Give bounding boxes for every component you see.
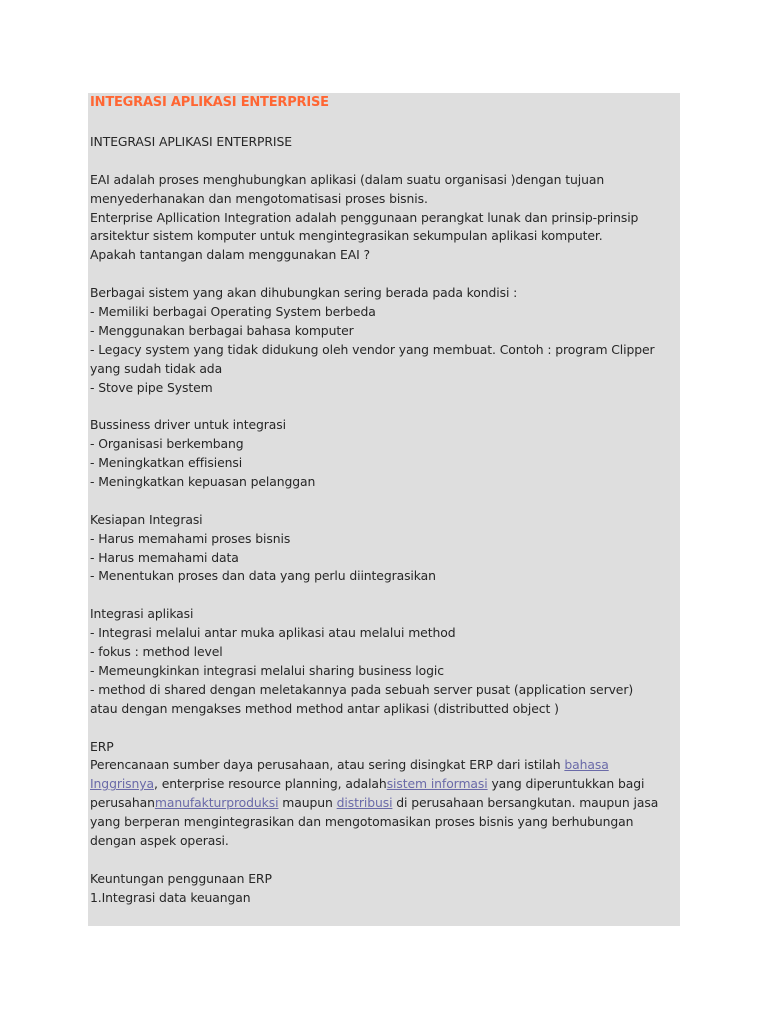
text-line (90, 794, 680, 813)
list-item: - Menggunakan berbagai bahasa komputer (90, 322, 354, 338)
text-line: Berbagai sistem yang akan dihubungkan sering berada pada kondisi : (90, 285, 518, 301)
link-manufaktur-produksi[interactable]: manufakturproduksi (154, 795, 279, 811)
list-item: 1.Integrasi data keuangan (90, 889, 251, 905)
list-item: - Organisasi berkembang (90, 436, 244, 452)
section-heading: INTEGRASI APLIKASI ENTERPRISE (90, 134, 292, 149)
text-line: menyederhanakan dan mengotomatisasi proses bisnis. (90, 190, 428, 206)
link-sistem-informasi[interactable]: sistem informasi (386, 776, 488, 792)
link-distribusi[interactable]: distribusi (336, 795, 393, 811)
list-item: - Memiliki berbagai Operating System berbeda (90, 304, 376, 320)
text-span: perusahan (90, 795, 155, 811)
list-item: - Menentukan proses dan data yang perlu diintegrasikan (90, 568, 436, 584)
text-line: Apakah tantangan dalam menggunakan EAI ? (90, 247, 371, 263)
text-span: yang diperuntukkan bagi (487, 776, 645, 792)
list-item: - Legacy system yang tidak didukung oleh vendor yang membuat. Contoh : program Clipper (90, 341, 655, 357)
paragraph-integrasi-aplikasi (90, 605, 680, 718)
list-item: - Integrasi melalui antar muka aplikasi atau melalui method (90, 625, 456, 641)
list-item: - Harus memahami proses bisnis (90, 530, 291, 546)
list-item: - method di shared dengan meletakannya pada sebuah server pusat (application server) (90, 681, 634, 697)
text-line (90, 756, 680, 775)
link-bahasa-inggris[interactable]: bahasa (564, 757, 609, 773)
document-body (90, 133, 680, 908)
list-item: - fokus : method level (90, 644, 223, 660)
text-line: Bussiness driver untuk integrasi (90, 417, 286, 433)
paragraph-kesiapan (90, 511, 680, 587)
list-item: - Stove pipe System (90, 379, 213, 395)
text-line: yang berperan mengintegrasikan dan mengotomasikan proses bisnis yang berhubungan (90, 814, 634, 830)
list-item: - Meningkatkan effisiensi (90, 455, 243, 471)
list-item: - Harus memahami data (90, 549, 239, 565)
document-panel (88, 93, 680, 926)
text-span: Perencanaan sumber daya perusahaan, atau sering disingkat ERP dari istilah (90, 757, 565, 773)
text-line: dengan aspek operasi. (90, 832, 229, 848)
list-item: - Memeungkinkan integrasi melalui sharing business logic (90, 662, 444, 678)
text-line (90, 775, 680, 794)
text-line: Integrasi aplikasi (90, 606, 194, 622)
paragraph-business-driver (90, 416, 680, 492)
text-span: , enterprise resource planning, adalah (154, 776, 387, 792)
text-line: yang sudah tidak ada (90, 360, 223, 376)
link-inggrisnya[interactable]: Inggrisnya (90, 776, 155, 792)
paragraph-kondisi (90, 284, 680, 397)
paragraph-keuntungan-erp (90, 870, 680, 908)
text-span: di perusahaan bersangkutan. maupun jasa (392, 795, 659, 811)
list-item: - Meningkatkan kepuasan pelanggan (90, 474, 316, 490)
paragraph-erp (90, 738, 680, 851)
text-line: atau dengan mengakses method method antar aplikasi (distributted object ) (90, 700, 559, 716)
text-line: EAI adalah proses menghubungkan aplikasi (dalam suatu organisasi )dengan tujuan (90, 171, 605, 187)
text-line: Kesiapan Integrasi (90, 511, 203, 527)
document-title: INTEGRASI APLIKASI ENTERPRISE (90, 95, 329, 110)
text-line: ERP (90, 738, 114, 754)
text-line: Keuntungan penggunaan ERP (90, 870, 272, 886)
paragraph-eai-intro (90, 171, 680, 265)
text-line: arsitektur sistem komputer untuk mengintegrasikan sekumpulan aplikasi komputer. (90, 228, 603, 244)
text-span: maupun (278, 795, 337, 811)
text-line: Enterprise Apllication Integration adalah penggunaan perangkat lunak dan prinsip-prinsip (90, 209, 639, 225)
